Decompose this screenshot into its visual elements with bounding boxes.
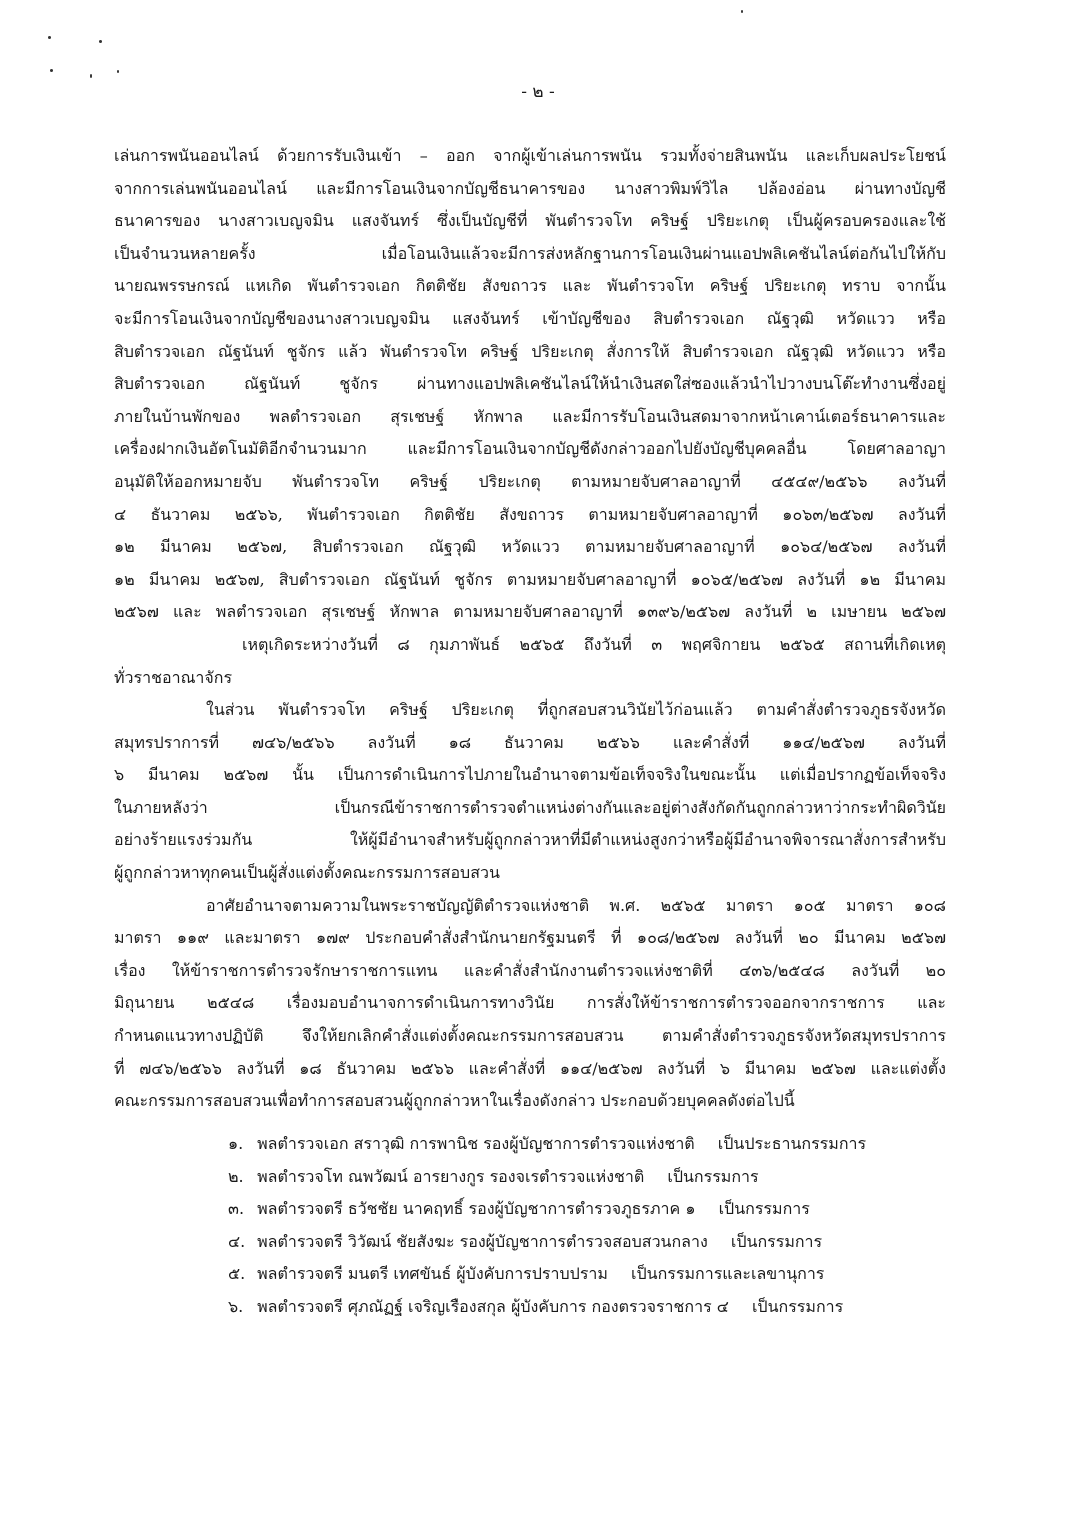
member-role: เป็นกรรมการ [667, 1166, 759, 1186]
member-number: ๕. [228, 1264, 246, 1284]
committee-member [228, 1291, 928, 1324]
text-line: ในส่วน พันตำรวจโท คริษฐ์ ปริยะเกตุ ที่ถูกสอบสวนวินัยไว้ก่อนแล้ว ตามคำสั่งตำรวจภูธรจังหวัด [206, 700, 946, 720]
paragraph-incident-period [114, 629, 946, 694]
committee-member [228, 1226, 928, 1259]
text-line: นายณพรรษกรณ์ แหเกิด พันตำรวจเอก กิตติชัย สังขถาวร และ พันตำรวจโท คริษฐ์ ปริยะเกตุ ทราบ จากนั้น [114, 276, 946, 296]
text-line: อนุมัติให้ออกหมายจับ พันตำรวจโท คริษฐ์ ปริยะเกตุ ตามหมายจับศาลอาญาที่ ๔๕๔๙/๒๕๖๖ ลงวันที่ [114, 471, 946, 491]
text-line: ๑๒ มีนาคม ๒๕๖๗, สิบตำรวจเอก ณัฐนันท์ ชูจักร ตามหมายจับศาลอาญาที่ ๑๐๖๕/๒๕๖๗ ลงวันที่ ๑๒ มีนาคม [114, 569, 946, 589]
member-name: พลตำรวจตรี วิวัฒน์ ชัยสังฆะ รองผู้บัญชาการตำรวจสอบสวนกลาง [257, 1231, 708, 1251]
member-role: เป็นกรรมการและเลขานุการ [631, 1264, 825, 1284]
member-role: เป็นกรรมการ [751, 1296, 844, 1316]
committee-member [228, 1258, 928, 1291]
text-line: ๑๒ มีนาคม ๒๕๖๗, สิบตำรวจเอก ณัฐวุฒิ หวัดแวว ตามหมายจับศาลอาญาที่ ๑๐๖๔/๒๕๖๗ ลงวันที่ [114, 537, 946, 557]
text-line: อาศัยอำนาจตามความในพระราชบัญญัติตำรวจแห่งชาติ พ.ศ. ๒๕๖๕ มาตรา ๑๐๕ มาตรา ๑๐๘ [206, 895, 946, 915]
text-line: เหตุเกิดระหว่างวันที่ ๘ กุมภาพันธ์ ๒๕๖๕ ถึงวันที่ ๓ พฤศจิกายน ๒๕๖๕ สถานที่เกิดเหตุ [242, 634, 946, 654]
text-line: สิบตำรวจเอก ณัฐนันท์ ชูจักร แล้ว พันตำรวจโท คริษฐ์ ปริยะเกตุ สั่งการให้ สิบตำรวจเอก ณัฐวุฒิ หวัดแวว หรือ [114, 341, 946, 361]
text-line: ทั่วราชอาณาจักร [114, 667, 233, 687]
text-line: ๒๕๖๗ และ พลตำรวจเอก สุรเชษฐ์ หักพาล ตามหมายจับศาลอาญาที่ ๑๓๙๖/๒๕๖๗ ลงวันที่ ๒ เมษายน ๒๕๖๗ [114, 602, 946, 622]
text-line: เรื่อง ให้ข้าราชการตำรวจรักษาราชการแทน และคำสั่งสำนักงานตำรวจแห่งชาติที่ ๔๓๖/๒๕๔๘ ลงวันที่ ๒๐ [114, 960, 946, 980]
member-number: ๔. [228, 1231, 246, 1251]
member-number: ๓. [228, 1199, 245, 1219]
member-number: ๒. [228, 1166, 244, 1186]
committee-member-list [228, 1128, 928, 1324]
member-number: ๑. [228, 1134, 244, 1153]
member-role: เป็นกรรมการ [730, 1231, 823, 1251]
committee-member [228, 1193, 928, 1226]
text-line: เล่นการพนันออนไลน์ ด้วยการรับเงินเข้า – ออก จากผู้เข้าเล่นการพนัน รวมทั้งจ่ายสินพนัน และเก็บผลประโยชน์ [114, 146, 946, 165]
text-line: สมุทรปราการที่ ๗๔๖/๒๕๖๖ ลงวันที่ ๑๘ ธันวาคม ๒๕๖๖ และคำสั่งที่ ๑๑๔/๒๕๖๗ ลงวันที่ [114, 732, 946, 752]
member-role: เป็นประธานกรรมการ [717, 1134, 867, 1153]
member-role: เป็นกรรมการ [718, 1199, 810, 1219]
scan-speck [48, 36, 51, 39]
text-line: ที่ ๗๔๖/๒๕๖๖ ลงวันที่ ๑๘ ธันวาคม ๒๕๖๖ และคำสั่งที่ ๑๑๔/๒๕๖๗ ลงวันที่ ๖ มีนาคม ๒๕๖๗ และแต่งตั้ง [114, 1058, 946, 1078]
paragraph-allegation-details [114, 140, 946, 629]
text-line: ภายในบ้านพักของ พลตำรวจเอก สุรเชษฐ์ หักพาล และมีการรับโอนเงินสดมาจากหน้าเคาน์เตอร์ธนาคารและ [114, 406, 946, 426]
text-line: อย่างร้ายแรงร่วมกัน ให้ผู้มีอำนาจสำหรับผู้ถูกกล่าวหาที่มีตำแหน่งสูงกว่าหรือผู้มีอำนาจพิจารณาสั่งการสำหรับ [114, 830, 946, 850]
scan-speck [741, 10, 743, 13]
text-line: เครื่องฝากเงินอัตโนมัติอีกจำนวนมาก และมีการโอนเงินจากบัญชีดังกล่าวออกไปยังบัญชีบุคคลอื่น โดยศาลอาญา [114, 439, 946, 459]
text-line: กำหนดแนวทางปฏิบัติ จึงให้ยกเลิกคำสั่งแต่งตั้งคณะกรรมการสอบสวน ตามคำสั่งตำรวจภูธรจังหวัดสมุทรปราการ [114, 1026, 946, 1046]
text-line: เป็นจำนวนหลายครั้ง เมื่อโอนเงินแล้วจะมีการส่งหลักฐานการโอนเงินผ่านแอปพลิเคชันไลน์ต่อกันไปให้กับ [114, 243, 946, 263]
committee-member [228, 1128, 928, 1161]
text-line: จะมีการโอนเงินจากบัญชีของนางสาวเบญจมิน แสงจันทร์ เข้าบัญชีของ สิบตำรวจเอก ณัฐวุฒิ หวัดแวว หรือ [114, 308, 946, 328]
member-name: พลตำรวจตรี ศุภณัฏฐ์ เจริญเรืองสกุล ผู้บังคับการ กองตรวจราชการ ๔ [257, 1296, 729, 1316]
member-name: พลตำรวจตรี ธวัชชัย นาคฤทธิ์ รองผู้บัญชาการตำรวจภูธรภาค ๑ [257, 1199, 696, 1219]
text-line: จากการเล่นพนันออนไลน์ และมีการโอนเงินจากบัญชีธนาคารของ นางสาวพิมพ์วิไล ปล้องอ่อน ผ่านทางบัญชี [114, 178, 946, 198]
member-number: ๖. [228, 1296, 244, 1316]
member-name: พลตำรวจโท ณพวัฒน์ อารยางกูร รองจเรตำรวจแห่งชาติ [257, 1166, 645, 1186]
text-line: คณะกรรมการสอบสวนเพื่อทำการสอบสวนผู้ถูกกล่าวหาในเรื่องดังกล่าว ประกอบด้วยบุคคลดังต่อไปนี้ [114, 1091, 795, 1111]
text-line: ๔ ธันวาคม ๒๕๖๖, พันตำรวจเอก กิตติชัย สังขถาวร ตามหมายจับศาลอาญาที่ ๑๐๖๓/๒๕๖๗ ลงวันที่ [114, 504, 946, 524]
text-line: ๖ มีนาคม ๒๕๖๗ นั้น เป็นการดำเนินการไปภายในอำนาจตามข้อเท็จจริงในขณะนั้น แต่เมื่อปรากฏข้อเท็จจริง [114, 765, 946, 785]
text-line: ธนาคารของ นางสาวเบญจมิน แสงจันทร์ ซึ่งเป็นบัญชีที่ พันตำรวจโท คริษฐ์ ปริยะเกตุ เป็นผู้ครอบครองและใช้ [114, 211, 946, 231]
scan-speck [50, 69, 53, 72]
document-body [114, 140, 946, 1118]
paragraph-prior-investigation [114, 694, 946, 890]
member-name: พลตำรวจเอก สราวุฒิ การพานิช รองผู้บัญชาการตำรวจแห่งชาติ [257, 1134, 695, 1153]
paragraph-legal-authority [114, 890, 946, 1118]
member-name: พลตำรวจตรี มนตรี เทศขันธ์ ผู้บังคับการปราบปราม [257, 1264, 608, 1284]
text-line: สิบตำรวจเอก ณัฐนันท์ ชูจักร ผ่านทางแอปพลิเคชันไลน์ให้นำเงินสดใส่ซองแล้วนำไปวางบนโต๊ะทำงานซึ่งอยู่ [114, 374, 946, 394]
text-line: ในภายหลังว่า เป็นกรณีข้าราชการตำรวจตำแหน่งต่างกันและอยู่ต่างสังกัดกันถูกกล่าวหาว่ากระทำผิดวินัย [114, 797, 946, 817]
page-number: - ๒ - [521, 82, 555, 102]
text-line: มาตรา ๑๑๙ และมาตรา ๑๗๙ ประกอบคำสั่งสำนักนายกรัฐมนตรี ที่ ๑๐๘/๒๕๖๗ ลงวันที่ ๒๐ มีนาคม ๒๕๖๗ [114, 928, 946, 948]
text-line: ผู้ถูกกล่าวหาทุกคนเป็นผู้สั่งแต่งตั้งคณะกรรมการสอบสวน [114, 863, 500, 883]
text-line: มิถุนายน ๒๕๔๘ เรื่องมอบอำนาจการดำเนินการทางวินัย การสั่งให้ข้าราชการตำรวจออกจากราชการ และ [114, 993, 946, 1013]
scan-speck [99, 40, 102, 43]
scan-speck [117, 70, 119, 73]
committee-member [228, 1161, 928, 1194]
